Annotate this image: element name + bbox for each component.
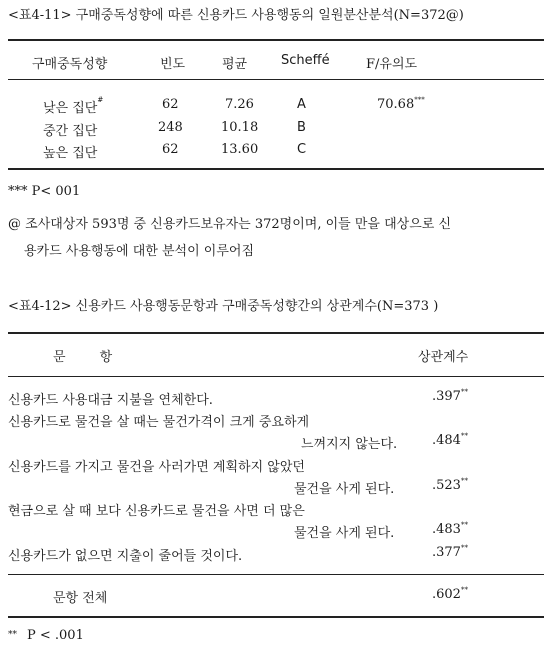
table1-row-scheffe: C xyxy=(297,142,307,157)
table2-item-text: 신용카드를 가지고 물건을 사러가면 계획하지 않았던 xyxy=(8,460,305,475)
table2-total-rule xyxy=(8,574,544,575)
table1-bottom-rule xyxy=(8,168,544,170)
table1-row-mean: 7.26 xyxy=(225,97,254,112)
table2-item-coef: .484** xyxy=(432,432,468,448)
table1-row-scheffe: B xyxy=(297,120,306,135)
table2-item-text-cont: 느껴지지 않는다. xyxy=(301,437,398,452)
table1-sig-note: *** P< 001 xyxy=(8,184,81,199)
table1-row-group: 중간 집단 xyxy=(43,124,98,139)
table1-title: <표4-11> 구매중독성향에 따른 신용카드 사용행동의 일원분산분석(N=372@) xyxy=(8,8,464,23)
table1-header-mean: 평균 xyxy=(222,57,248,72)
table1-header-rule xyxy=(8,79,544,80)
table1-row-freq: 248 xyxy=(158,120,183,135)
table2-top-rule xyxy=(8,332,544,334)
table2-item-coef: .377** xyxy=(432,544,468,560)
table2-title: <표4-12> 신용카드 사용행동문항과 구매중독성향간의 상관계수(N=373 ) xyxy=(8,299,439,314)
table1-row-mean: 13.60 xyxy=(221,142,259,157)
table2-sig-note: ** P < .001 xyxy=(8,628,84,643)
table2-header-item: 문 항 xyxy=(53,350,113,365)
table1-header-f: F/유의도 xyxy=(366,57,418,72)
table1-row-freq: 62 xyxy=(162,142,179,157)
table2-total-label: 문항 전체 xyxy=(53,591,108,606)
table1-row-f: 70.68*** xyxy=(377,96,425,112)
table2-header-coef: 상관계수 xyxy=(418,350,469,365)
table1-sample-note-cont: 용카드 사용행동에 대한 분석이 이루어짐 xyxy=(24,244,255,259)
table2-item-text: 신용카드로 물건을 살 때는 물건가격이 크게 중요하게 xyxy=(8,415,310,430)
table1-header-group: 구매중독성향 xyxy=(32,57,108,72)
table1-row-group: 낮은 집단# xyxy=(43,96,104,116)
table2-item-text: 신용카드가 없으면 지출이 줄어들 것이다. xyxy=(8,549,243,564)
table2-item-coef: .483** xyxy=(432,521,468,537)
table1-header-scheffe: Scheffé xyxy=(281,53,330,68)
table1-row-group: 높은 집단 xyxy=(43,146,98,161)
table2-item-coef: .397** xyxy=(432,388,468,404)
table1-row-scheffe: A xyxy=(297,97,306,112)
table2-item-text-cont: 물건을 사게 된다. xyxy=(294,482,395,497)
table1-sample-note: @ 조사대상자 593명 중 신용카드보유자는 372명이며, 이들 만을 대상으로 신 xyxy=(8,217,452,232)
table2-item-text-cont: 물건을 사게 된다. xyxy=(294,526,395,541)
table1-row-freq: 62 xyxy=(162,97,179,112)
table1-header-freq: 빈도 xyxy=(160,57,186,72)
table2-header-rule xyxy=(8,376,544,377)
table2-bottom-rule xyxy=(8,616,544,618)
table1-row-mean: 10.18 xyxy=(221,120,259,135)
table2-total-coef: .602** xyxy=(432,586,468,602)
table2-item-text: 현금으로 살 때 보다 신용카드로 물건을 사면 더 많은 xyxy=(8,504,305,519)
table2-item-text: 신용카드 사용대금 지불을 연체한다. xyxy=(8,393,213,408)
table2-item-coef: .523** xyxy=(432,477,468,493)
table1-top-rule xyxy=(8,39,544,41)
